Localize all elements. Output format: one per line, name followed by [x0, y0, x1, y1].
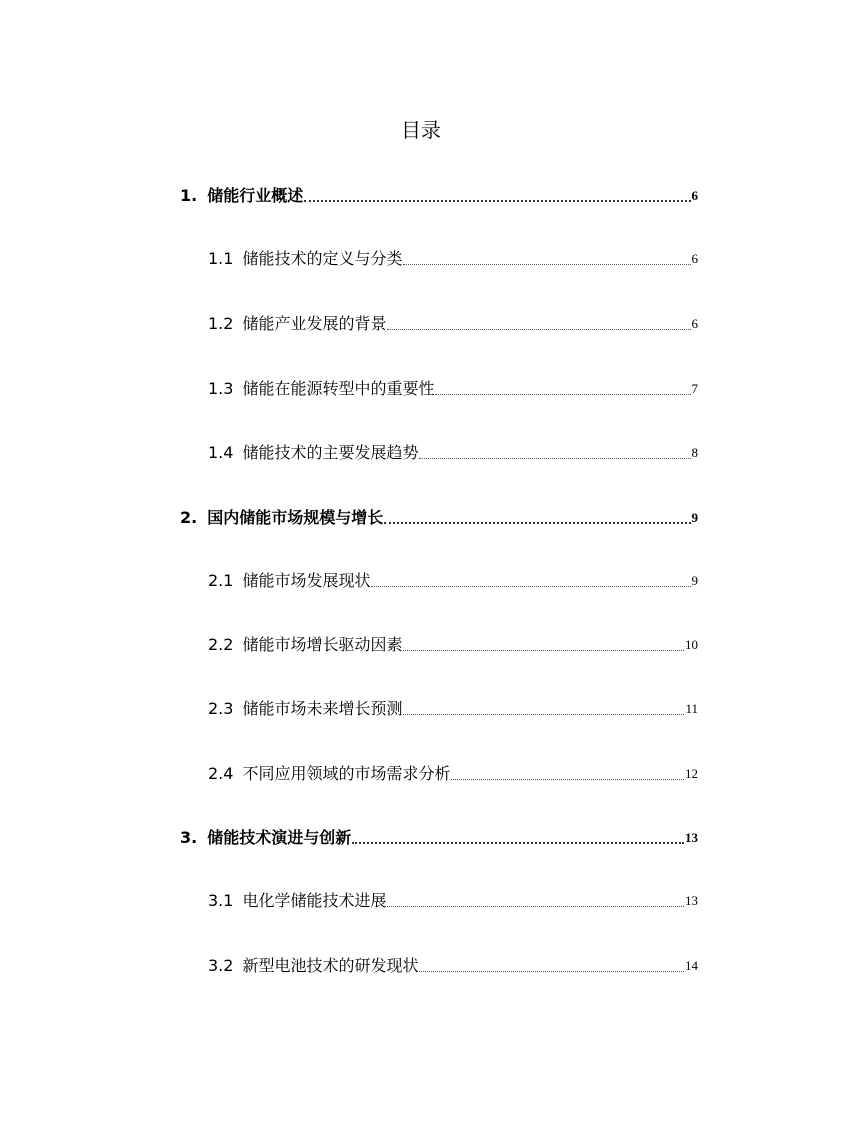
- toc-entry-text: 储能技术的主要发展趋势: [242, 443, 419, 462]
- toc-entry-text: 储能市场增长驱动因素: [242, 635, 403, 654]
- toc-entry-text: 储能市场发展现状: [242, 571, 371, 590]
- toc-title: 目录: [401, 118, 441, 142]
- toc-dot-leader: [451, 779, 684, 780]
- toc-entry-text: 储能市场未来增长预测: [242, 699, 403, 718]
- toc-dot-leader: [419, 971, 684, 972]
- toc-entry[interactable]: [180, 505, 698, 529]
- toc-entry-text: 储能在能源转型中的重要性: [242, 379, 435, 398]
- toc-dot-leader: [352, 842, 684, 844]
- toc-entry-text: 电化学储能技术进展: [242, 891, 387, 910]
- toc-entry-number: 1.: [180, 186, 198, 205]
- toc-entry-label: [208, 763, 450, 785]
- toc-entry-label: [180, 827, 351, 849]
- toc-dot-leader: [371, 586, 690, 587]
- toc-entry-text: 新型电池技术的研发现状: [242, 956, 419, 975]
- toc-entry-number: 2.: [180, 508, 198, 527]
- toc-dot-leader: [403, 650, 684, 651]
- toc-entry-number: 3.2: [208, 956, 234, 975]
- toc-entry-number: 2.3: [208, 699, 234, 718]
- toc-entry[interactable]: [208, 761, 698, 785]
- toc-page-number: 10: [685, 637, 698, 652]
- toc-page-number: 9: [691, 573, 698, 588]
- toc-dot-leader: [387, 329, 690, 330]
- toc-entry-number: 3.: [180, 828, 198, 847]
- toc-dot-leader: [419, 458, 690, 459]
- toc-entry-text: 储能技术的定义与分类: [242, 249, 403, 268]
- toc-entry-label: [208, 248, 402, 270]
- toc-entry-text: 储能产业发展的背景: [242, 314, 387, 333]
- toc-page-number: 8: [691, 445, 698, 460]
- toc-entry-number: 3.1: [208, 891, 234, 910]
- toc-entry-number: 1.1: [208, 249, 234, 268]
- toc-dot-leader: [403, 714, 684, 715]
- toc-entry[interactable]: [208, 953, 698, 977]
- toc-page-number: 6: [691, 251, 698, 266]
- toc-entry-number: 1.4: [208, 443, 234, 462]
- toc-entry-number: 2.4: [208, 764, 234, 783]
- toc-entry-number: 1.2: [208, 314, 234, 333]
- toc-entry-number: 2.1: [208, 571, 234, 590]
- toc-page-number: 13: [685, 830, 698, 845]
- toc-page-number: 13: [685, 893, 698, 908]
- toc-entry[interactable]: [208, 311, 698, 335]
- toc-entry[interactable]: [180, 183, 698, 207]
- toc-page-number: 6: [691, 188, 698, 203]
- toc-dot-leader: [403, 264, 690, 265]
- toc-entry-label: [180, 185, 303, 207]
- toc-entry[interactable]: [208, 888, 698, 912]
- toc-dot-leader: [304, 200, 690, 202]
- toc-page-number: 9: [691, 510, 698, 525]
- toc-entry-text: 储能行业概述: [207, 186, 304, 205]
- toc-entry-text: 储能技术演进与创新: [207, 828, 352, 847]
- toc-entry-label: [208, 378, 434, 400]
- toc-page-number: 7: [691, 381, 698, 396]
- toc-entry-number: 2.2: [208, 635, 234, 654]
- toc-entry-number: 1.3: [208, 379, 234, 398]
- toc-entry[interactable]: [208, 376, 698, 400]
- toc-entry-label: [208, 313, 386, 335]
- toc-entry-label: [208, 890, 386, 912]
- toc-dot-leader: [387, 906, 684, 907]
- toc-entry-label: [208, 634, 402, 656]
- toc-entry-text: 国内储能市场规模与增长: [207, 508, 384, 527]
- toc-page-number: 12: [685, 766, 698, 781]
- toc-entry-label: [180, 507, 383, 529]
- toc-entry[interactable]: [208, 246, 698, 270]
- toc-entry-label: [208, 570, 370, 592]
- toc-dot-leader: [384, 522, 690, 524]
- toc-entry[interactable]: [180, 825, 698, 849]
- toc-entry[interactable]: [208, 440, 698, 464]
- toc-entry-label: [208, 955, 418, 977]
- toc-page-number: 6: [691, 316, 698, 331]
- toc-entry-label: [208, 698, 402, 720]
- toc-dot-leader: [435, 394, 690, 395]
- toc-entry[interactable]: [208, 632, 698, 656]
- toc-page-number: 14: [685, 958, 698, 973]
- toc-entry-label: [208, 442, 418, 464]
- toc-entry-text: 不同应用领域的市场需求分析: [242, 764, 451, 783]
- toc-entry[interactable]: [208, 568, 698, 592]
- toc-page-number: 11: [685, 701, 698, 716]
- toc-entry[interactable]: [208, 696, 698, 720]
